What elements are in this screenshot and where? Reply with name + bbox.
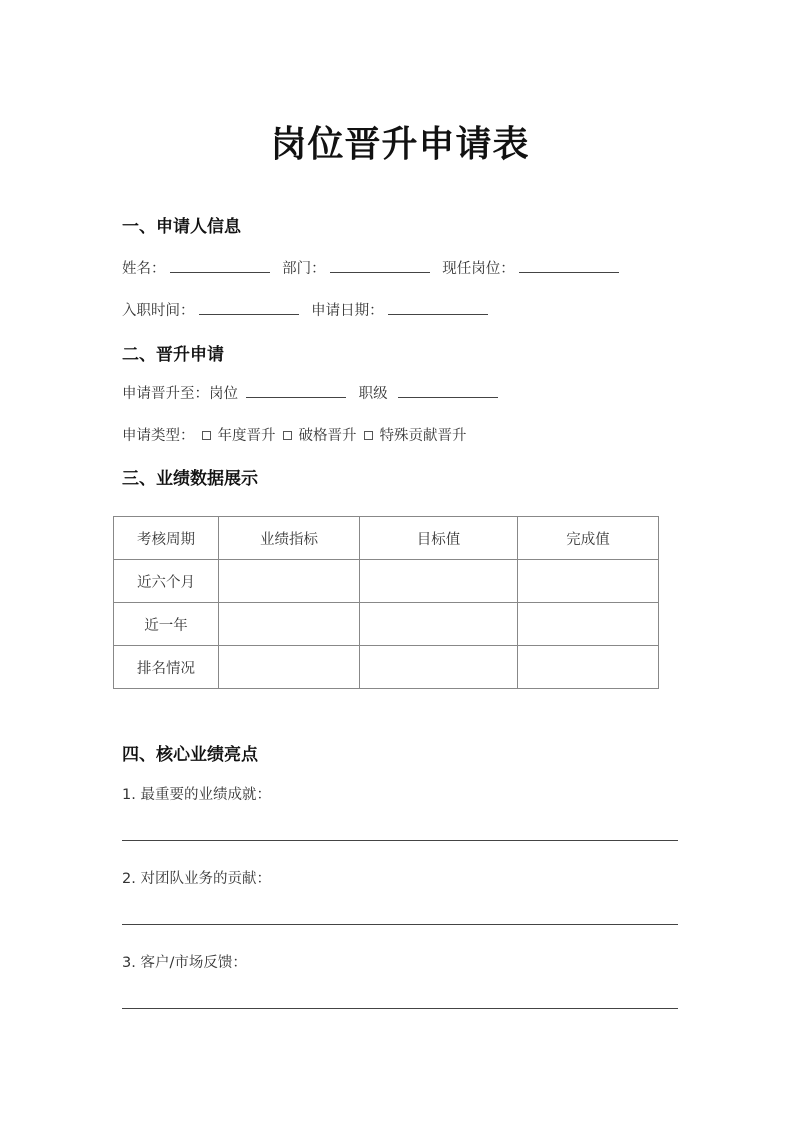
applicant-row-2	[122, 299, 496, 320]
name-label: 姓名：	[122, 261, 166, 277]
target-position-label: 申请晋升至：岗位	[122, 386, 238, 402]
checkbox-annual[interactable]	[202, 431, 211, 440]
applicant-row-1	[122, 257, 627, 278]
highlight-label-3: 3. 客户/市场反馈：	[122, 955, 247, 971]
highlight-label-1: 1. 最重要的业绩成就：	[122, 787, 271, 803]
position-label: 现任岗位：	[442, 261, 515, 277]
header-cell: 考核周期	[114, 517, 219, 560]
type-special-label: 特殊贡献晋升	[379, 428, 467, 444]
position-field[interactable]	[519, 258, 619, 273]
level-label: 职级	[358, 386, 388, 402]
target-position-field[interactable]	[246, 383, 346, 398]
type-annual-label: 年度晋升	[217, 428, 276, 444]
table-cell[interactable]	[360, 560, 518, 603]
section-heading-promotion: 二、晋升申请	[122, 345, 224, 365]
table-cell[interactable]	[219, 646, 360, 689]
table-cell[interactable]	[518, 560, 659, 603]
table-cell[interactable]	[518, 646, 659, 689]
level-field[interactable]	[398, 383, 498, 398]
hire-date-label: 入职时间：	[122, 303, 195, 319]
highlight-field-3[interactable]	[122, 1008, 678, 1009]
type-label: 申请类型：	[122, 428, 195, 444]
checkbox-exceptional[interactable]	[283, 431, 292, 440]
table-cell[interactable]	[219, 603, 360, 646]
header-cell: 目标值	[360, 517, 518, 560]
table-row	[114, 603, 659, 646]
section-heading-highlights: 四、核心业绩亮点	[122, 745, 258, 765]
type-exceptional-label: 破格晋升	[298, 428, 357, 444]
table-cell[interactable]	[518, 603, 659, 646]
table-row	[114, 560, 659, 603]
apply-date-label: 申请日期：	[311, 303, 384, 319]
page-title: 岗位晋升申请表	[270, 124, 530, 165]
promotion-target-row	[122, 382, 506, 403]
row-label: 近一年	[114, 603, 219, 646]
header-cell: 完成值	[518, 517, 659, 560]
table-cell[interactable]	[360, 603, 518, 646]
section-heading-performance: 三、业绩数据展示	[122, 469, 258, 489]
dept-label: 部门：	[282, 261, 326, 277]
dept-field[interactable]	[330, 258, 430, 273]
checkbox-special[interactable]	[364, 431, 373, 440]
row-label: 近六个月	[114, 560, 219, 603]
highlight-field-2[interactable]	[122, 924, 678, 925]
name-field[interactable]	[170, 258, 270, 273]
performance-table	[113, 516, 659, 689]
section-heading-applicant: 一、申请人信息	[122, 217, 241, 237]
promotion-type-row	[122, 424, 467, 445]
hire-date-field[interactable]	[199, 300, 299, 315]
header-cell: 业绩指标	[219, 517, 360, 560]
table-header-row	[114, 517, 659, 560]
table-cell[interactable]	[219, 560, 360, 603]
highlight-label-2: 2. 对团队业务的贡献：	[122, 871, 271, 887]
highlight-field-1[interactable]	[122, 840, 678, 841]
apply-date-field[interactable]	[388, 300, 488, 315]
table-row	[114, 646, 659, 689]
row-label: 排名情况	[114, 646, 219, 689]
table-cell[interactable]	[360, 646, 518, 689]
